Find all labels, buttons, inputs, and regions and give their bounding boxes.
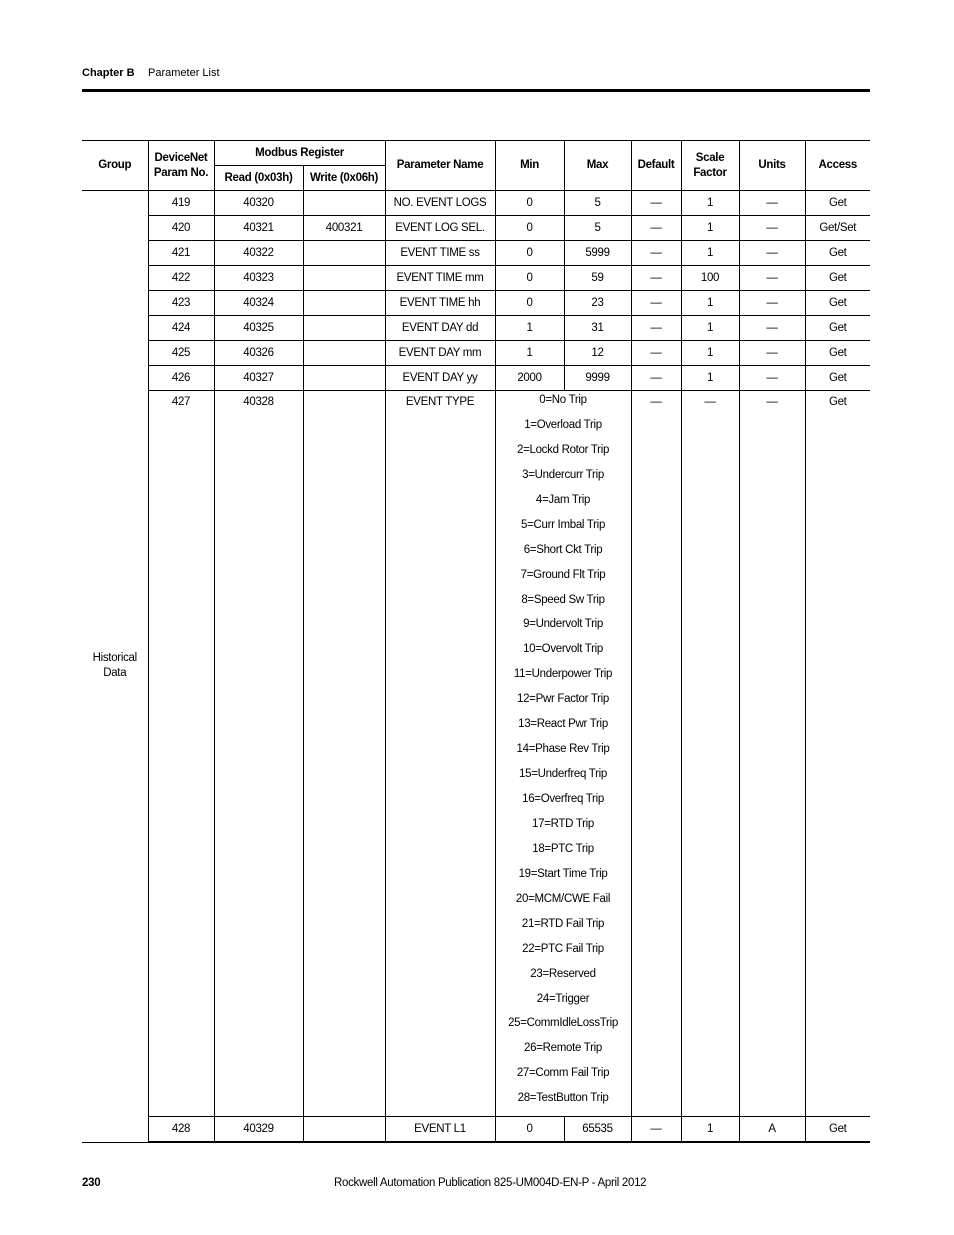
group-cell: Historical Data (82, 191, 148, 1143)
units-cell: A (739, 1117, 805, 1143)
write-register-cell (303, 241, 385, 266)
access-cell: Get (805, 341, 870, 366)
write-register-cell (303, 341, 385, 366)
min-cell: 0 (495, 191, 564, 216)
param-no-cell: 428 (148, 1117, 214, 1143)
scale-factor-cell: 1 (681, 366, 739, 391)
read-register-cell: 40321 (214, 216, 303, 241)
param-no-cell: 420 (148, 216, 214, 241)
units-cell: — (739, 291, 805, 316)
param-no-cell: 421 (148, 241, 214, 266)
read-register-cell: 40324 (214, 291, 303, 316)
max-cell: 12 (564, 341, 631, 366)
read-register-cell: 40325 (214, 316, 303, 341)
default-cell: — (631, 191, 681, 216)
event-type-option: 0=No Trip (539, 394, 587, 406)
default-cell: — (631, 216, 681, 241)
max-cell: 5999 (564, 241, 631, 266)
event-type-option: 23=Reserved (530, 967, 596, 980)
parameter-name-cell: EVENT DAY dd (385, 316, 495, 341)
table-row (82, 291, 870, 316)
table-row (82, 341, 870, 366)
write-register-cell (303, 366, 385, 391)
event-type-option: 1=Overload Trip (524, 418, 602, 431)
write-register-cell: 400321 (303, 216, 385, 241)
param-no-cell: 427 (148, 391, 214, 1117)
units-cell: — (739, 191, 805, 216)
parameter-name-cell: EVENT TIME hh (385, 291, 495, 316)
event-type-option: 19=Start Time Trip (518, 867, 608, 880)
max-cell: 65535 (564, 1117, 631, 1143)
event-type-option: 18=PTC Trip (532, 842, 594, 855)
min-cell: 0 (495, 1117, 564, 1143)
read-register-cell: 40322 (214, 241, 303, 266)
page-number: 230 (82, 1177, 101, 1189)
min-cell: 1 (495, 341, 564, 366)
scale-factor-cell: 100 (681, 266, 739, 291)
read-register-cell: 40320 (214, 191, 303, 216)
min-cell: 0 (495, 216, 564, 241)
table-row (82, 216, 870, 241)
scale-factor-cell: 1 (681, 216, 739, 241)
default-cell: — (631, 266, 681, 291)
param-no-cell: 426 (148, 366, 214, 391)
max-cell: 23 (564, 291, 631, 316)
event-type-option: 17=RTD Trip (532, 817, 595, 830)
parameter-name-cell: NO. EVENT LOGS (385, 191, 495, 216)
param-no-cell: 424 (148, 316, 214, 341)
read-register-cell: 40328 (214, 391, 303, 1117)
write-register-cell (303, 266, 385, 291)
chapter-label: Chapter B (82, 67, 135, 79)
event-type-option: 8=Speed Sw Trip (521, 593, 605, 606)
header-group: Group (82, 141, 148, 191)
event-type-option: 26=Remote Trip (524, 1042, 602, 1055)
header-default: Default (631, 141, 681, 191)
table-row-event-type (82, 391, 870, 1117)
header-rule (82, 89, 870, 92)
section-title: Parameter List (148, 67, 220, 79)
scale-factor-cell: 1 (681, 341, 739, 366)
read-register-cell: 40329 (214, 1117, 303, 1143)
scale-factor-cell: 1 (681, 1117, 739, 1143)
event-type-option: 4=Jam Trip (535, 493, 591, 506)
param-no-cell: 423 (148, 291, 214, 316)
min-cell: 1 (495, 316, 564, 341)
write-register-cell (303, 391, 385, 1117)
event-type-option: 7=Ground Flt Trip (520, 568, 606, 581)
units-cell: — (739, 266, 805, 291)
header-devicenet: DeviceNet Param No. (148, 141, 214, 191)
access-cell: Get (805, 366, 870, 391)
event-type-option: 24=Trigger (536, 992, 590, 1005)
units-cell: — (739, 216, 805, 241)
access-cell: Get (805, 291, 870, 316)
default-cell: — (631, 316, 681, 341)
default-cell: — (631, 366, 681, 391)
max-cell: 9999 (564, 366, 631, 391)
event-type-option: 22=PTC Fail Trip (522, 942, 604, 955)
max-cell: 5 (564, 216, 631, 241)
param-no-cell: 425 (148, 341, 214, 366)
access-cell: Get (805, 191, 870, 216)
units-cell: — (739, 316, 805, 341)
default-cell: — (631, 341, 681, 366)
event-type-option: 3=Undercurr Trip (522, 468, 604, 481)
table-row (82, 191, 870, 216)
event-type-options (495, 391, 631, 1117)
units-cell: — (739, 391, 805, 1117)
read-register-cell: 40326 (214, 341, 303, 366)
page-header (82, 67, 220, 79)
max-cell: 5 (564, 191, 631, 216)
units-cell: — (739, 366, 805, 391)
param-no-cell: 422 (148, 266, 214, 291)
event-type-option: 25=CommIdleLossTrip (508, 1017, 618, 1030)
parameter-name-cell: EVENT LOG SEL. (385, 216, 495, 241)
write-register-cell (303, 191, 385, 216)
event-type-option: 12=Pwr Factor Trip (516, 693, 610, 706)
access-cell: Get (805, 316, 870, 341)
header-read: Read (0x03h) (214, 166, 303, 191)
access-cell: Get (805, 391, 870, 1117)
table-row (82, 1117, 870, 1143)
event-type-option: 13=React Pwr Trip (518, 718, 608, 731)
parameter-name-cell: EVENT TYPE (385, 391, 495, 1117)
parameter-name-cell: EVENT TIME mm (385, 266, 495, 291)
header-parameter-name: Parameter Name (385, 141, 495, 191)
units-cell: — (739, 341, 805, 366)
table-body (82, 191, 870, 1143)
access-cell: Get (805, 1117, 870, 1143)
min-cell: 0 (495, 241, 564, 266)
event-type-option: 5=Curr Imbal Trip (520, 518, 606, 531)
units-cell: — (739, 241, 805, 266)
table-row (82, 266, 870, 291)
max-cell: 59 (564, 266, 631, 291)
default-cell: — (631, 241, 681, 266)
write-register-cell (303, 291, 385, 316)
header-access: Access (805, 141, 870, 191)
table-row (82, 316, 870, 341)
event-type-option: 16=Overfreq Trip (522, 793, 604, 805)
min-cell: 2000 (495, 366, 564, 391)
min-cell: 0 (495, 291, 564, 316)
table-row (82, 241, 870, 266)
event-type-option: 20=MCM/CWE Fail (515, 892, 611, 905)
parameter-table (82, 140, 870, 1143)
access-cell: Get (805, 266, 870, 291)
read-register-cell: 40327 (214, 366, 303, 391)
header-modbus-register: Modbus Register (214, 141, 385, 166)
write-register-cell (303, 1117, 385, 1143)
header-min: Min (495, 141, 564, 191)
event-type-option: 9=Undervolt Trip (523, 618, 603, 631)
event-type-option: 14=Phase Rev Trip (516, 743, 610, 756)
write-register-cell (303, 316, 385, 341)
event-type-option: 2=Lockd Rotor Trip (516, 443, 610, 456)
parameter-name-cell: EVENT L1 (385, 1117, 495, 1143)
parameter-name-cell: EVENT DAY mm (385, 341, 495, 366)
event-type-option: 28=TestButton Trip (517, 1092, 609, 1105)
scale-factor-cell: 1 (681, 316, 739, 341)
max-cell: 31 (564, 316, 631, 341)
header-scale-factor: Scale Factor (681, 141, 739, 191)
access-cell: Get (805, 241, 870, 266)
default-cell: — (631, 391, 681, 1117)
default-cell: — (631, 1117, 681, 1143)
event-type-option: 10=Overvolt Trip (523, 643, 603, 656)
event-type-option: 15=Underfreq Trip (519, 768, 607, 781)
parameter-name-cell: EVENT TIME ss (385, 241, 495, 266)
header-max: Max (564, 141, 631, 191)
event-type-option: 6=Short Ckt Trip (523, 543, 603, 556)
scale-factor-cell: 1 (681, 241, 739, 266)
header-units: Units (739, 141, 805, 191)
event-type-option: 21=RTD Fail Trip (521, 917, 605, 930)
default-cell: — (631, 291, 681, 316)
read-register-cell: 40323 (214, 266, 303, 291)
scale-factor-cell: 1 (681, 191, 739, 216)
param-no-cell: 419 (148, 191, 214, 216)
publication-info: Rockwell Automation Publication 825-UM004D-EN-P - April 2012 (334, 1177, 647, 1189)
header-write: Write (0x06h) (303, 166, 385, 191)
event-type-option: 27=Comm Fail Trip (516, 1067, 610, 1080)
parameter-name-cell: EVENT DAY yy (385, 366, 495, 391)
min-cell: 0 (495, 266, 564, 291)
scale-factor-cell: 1 (681, 291, 739, 316)
table-row (82, 366, 870, 391)
event-type-option: 11=Underpower Trip (513, 668, 613, 681)
access-cell: Get/Set (805, 216, 870, 241)
scale-factor-cell: — (681, 391, 739, 1117)
